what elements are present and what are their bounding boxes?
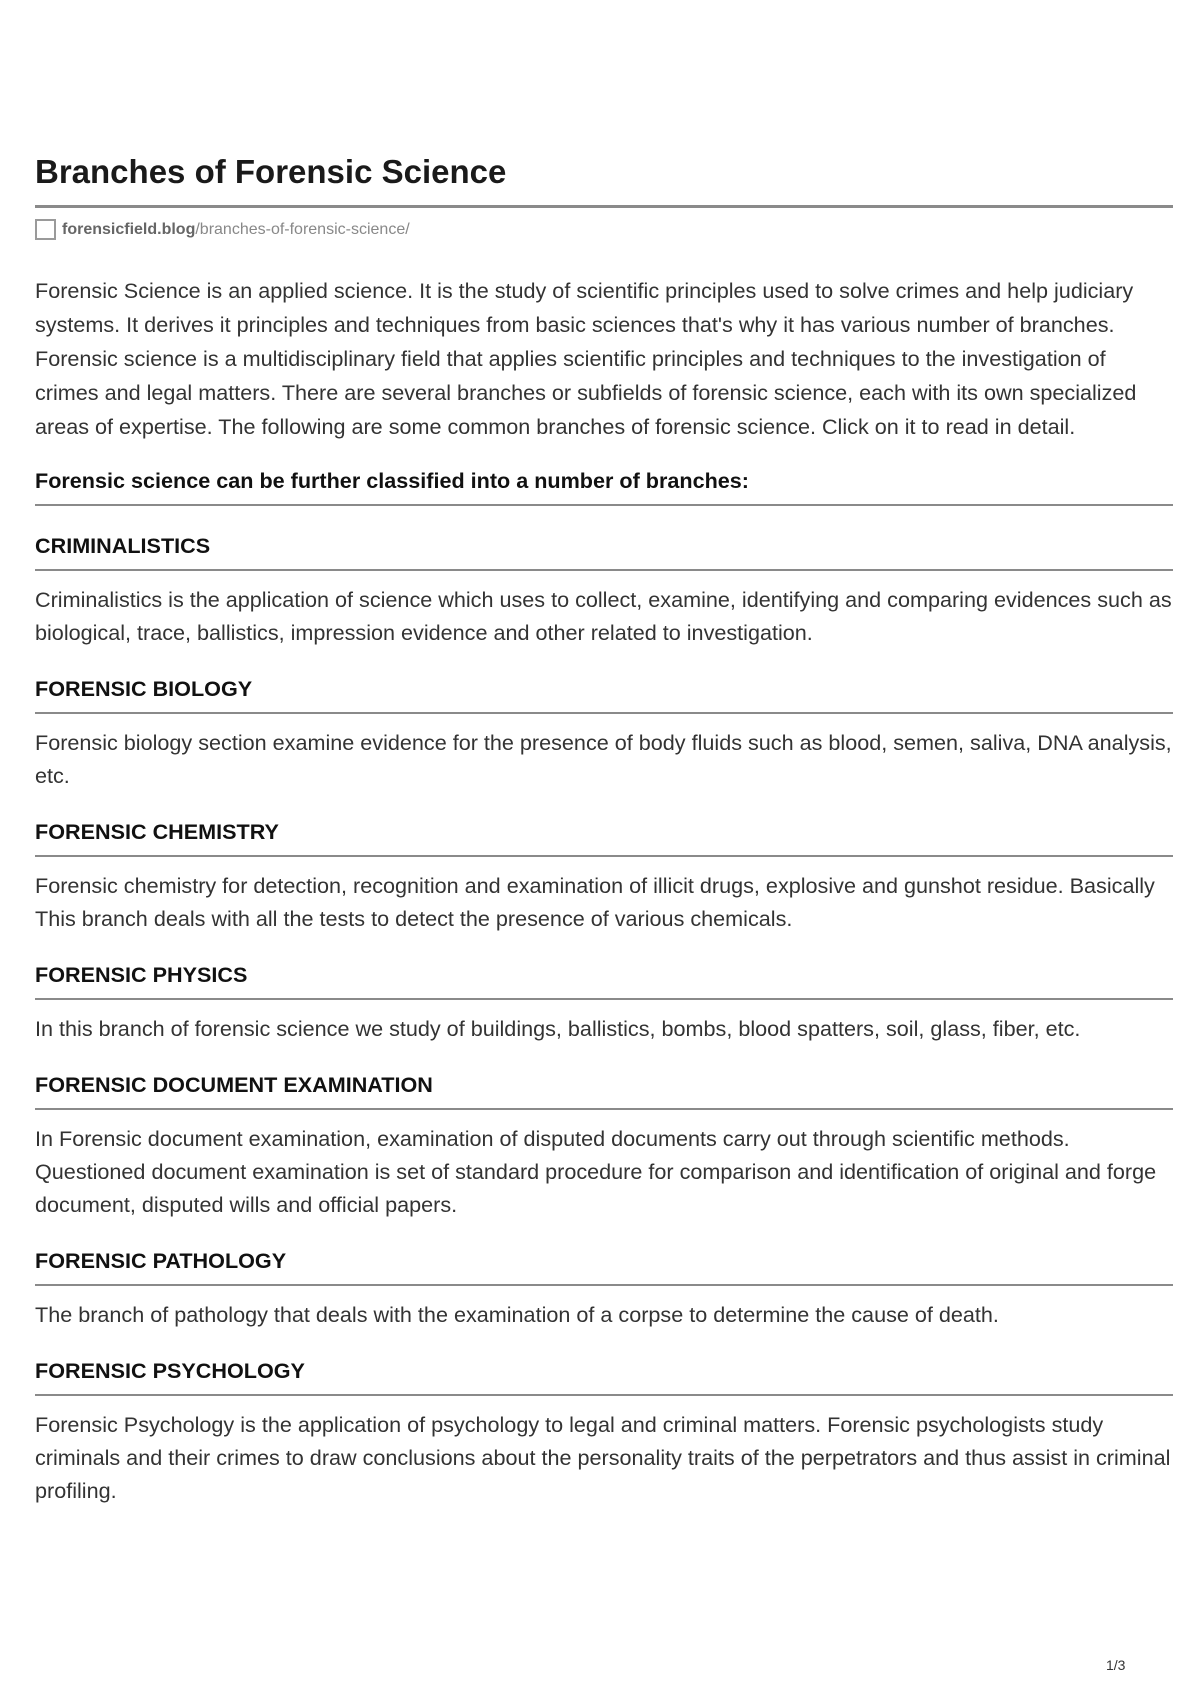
section-divider [35,569,1173,571]
section-divider [35,855,1173,857]
section-divider [35,1108,1173,1110]
section-heading-forensic-biology: FORENSIC BIOLOGY [35,675,253,701]
section-text-forensic-chemistry: Forensic chemistry for detection, recognition and examination of illicit drugs, explosive and gunshot residue. Basically This branch deals with all the tests to detect the presence of various chemicals. [35,872,1155,931]
lead-heading: Forensic science can be further classified into a number of branches: [35,467,749,493]
section-text-forensic-pathology: The branch of pathology that deals with the examination of a corpse to determine the cause of death. [35,1301,999,1327]
section-divider [35,1284,1173,1286]
section-heading-criminalistics: CRIMINALISTICS [35,532,211,558]
section-text-criminalistics: Criminalistics is the application of science which uses to collect, examine, identifying and comparing evidences such as biological, trace, ballistics, impression evidence and other related to investigation. [35,586,1172,645]
title-divider [35,205,1173,208]
intro-paragraph: Forensic Science is an applied science. It is the study of scientific principles used to solve crimes and help judiciary systems. It derives it principles and techniques from basic sciences that's why it has various number of branches. Forensic science is a multidisciplinary field that applies scientific principles and techniques to the investigation of crimes and legal matters. There are several branches or subfields of forensic science, each with its own specialized areas of expertise. The following are some common branches of forensic science. Click on it to read in detail. [35,277,1137,439]
checkbox-icon [35,219,56,240]
source-path[interactable]: /branches-of-forensic-science/ [195,220,410,238]
section-heading-forensic-document-examination: FORENSIC DOCUMENT EXAMINATION [35,1071,433,1097]
section-text-forensic-biology: Forensic biology section examine evidence for the presence of body fluids such as blood, semen, saliva, DNA analysis, etc. [35,729,1172,788]
lead-divider [35,504,1173,506]
section-divider [35,712,1173,714]
section-heading-forensic-psychology: FORENSIC PSYCHOLOGY [35,1357,305,1383]
section-heading-forensic-chemistry: FORENSIC CHEMISTRY [35,818,279,844]
document-page [35,152,1173,1507]
section-text-forensic-document-examination: In Forensic document examination, examination of disputed documents carry out through scientific methods. Questioned document examination is set of standard procedure for comparison and identification of original and forge document, disputed wills and official papers. [35,1125,1157,1217]
page-title: Branches of Forensic Science [35,153,507,190]
section-text-forensic-physics: In this branch of forensic science we study of buildings, ballistics, bombs, blood spatters, soil, glass, fiber, etc. [35,1015,1081,1041]
page-number: 1/3 [1106,1657,1126,1673]
source-domain[interactable]: forensicfield.blog [62,220,196,238]
section-text-forensic-psychology: Forensic Psychology is the application of psychology to legal and criminal matters. Forensic psychologists study criminals and their crimes to draw conclusions about the personality traits of the perpetrators and thus assist in criminal profiling. [35,1411,1171,1503]
section-divider [35,1394,1173,1396]
section-heading-forensic-pathology: FORENSIC PATHOLOGY [35,1247,287,1273]
source-link[interactable] [35,217,1173,243]
section-divider [35,998,1173,1000]
section-heading-forensic-physics: FORENSIC PHYSICS [35,961,248,987]
